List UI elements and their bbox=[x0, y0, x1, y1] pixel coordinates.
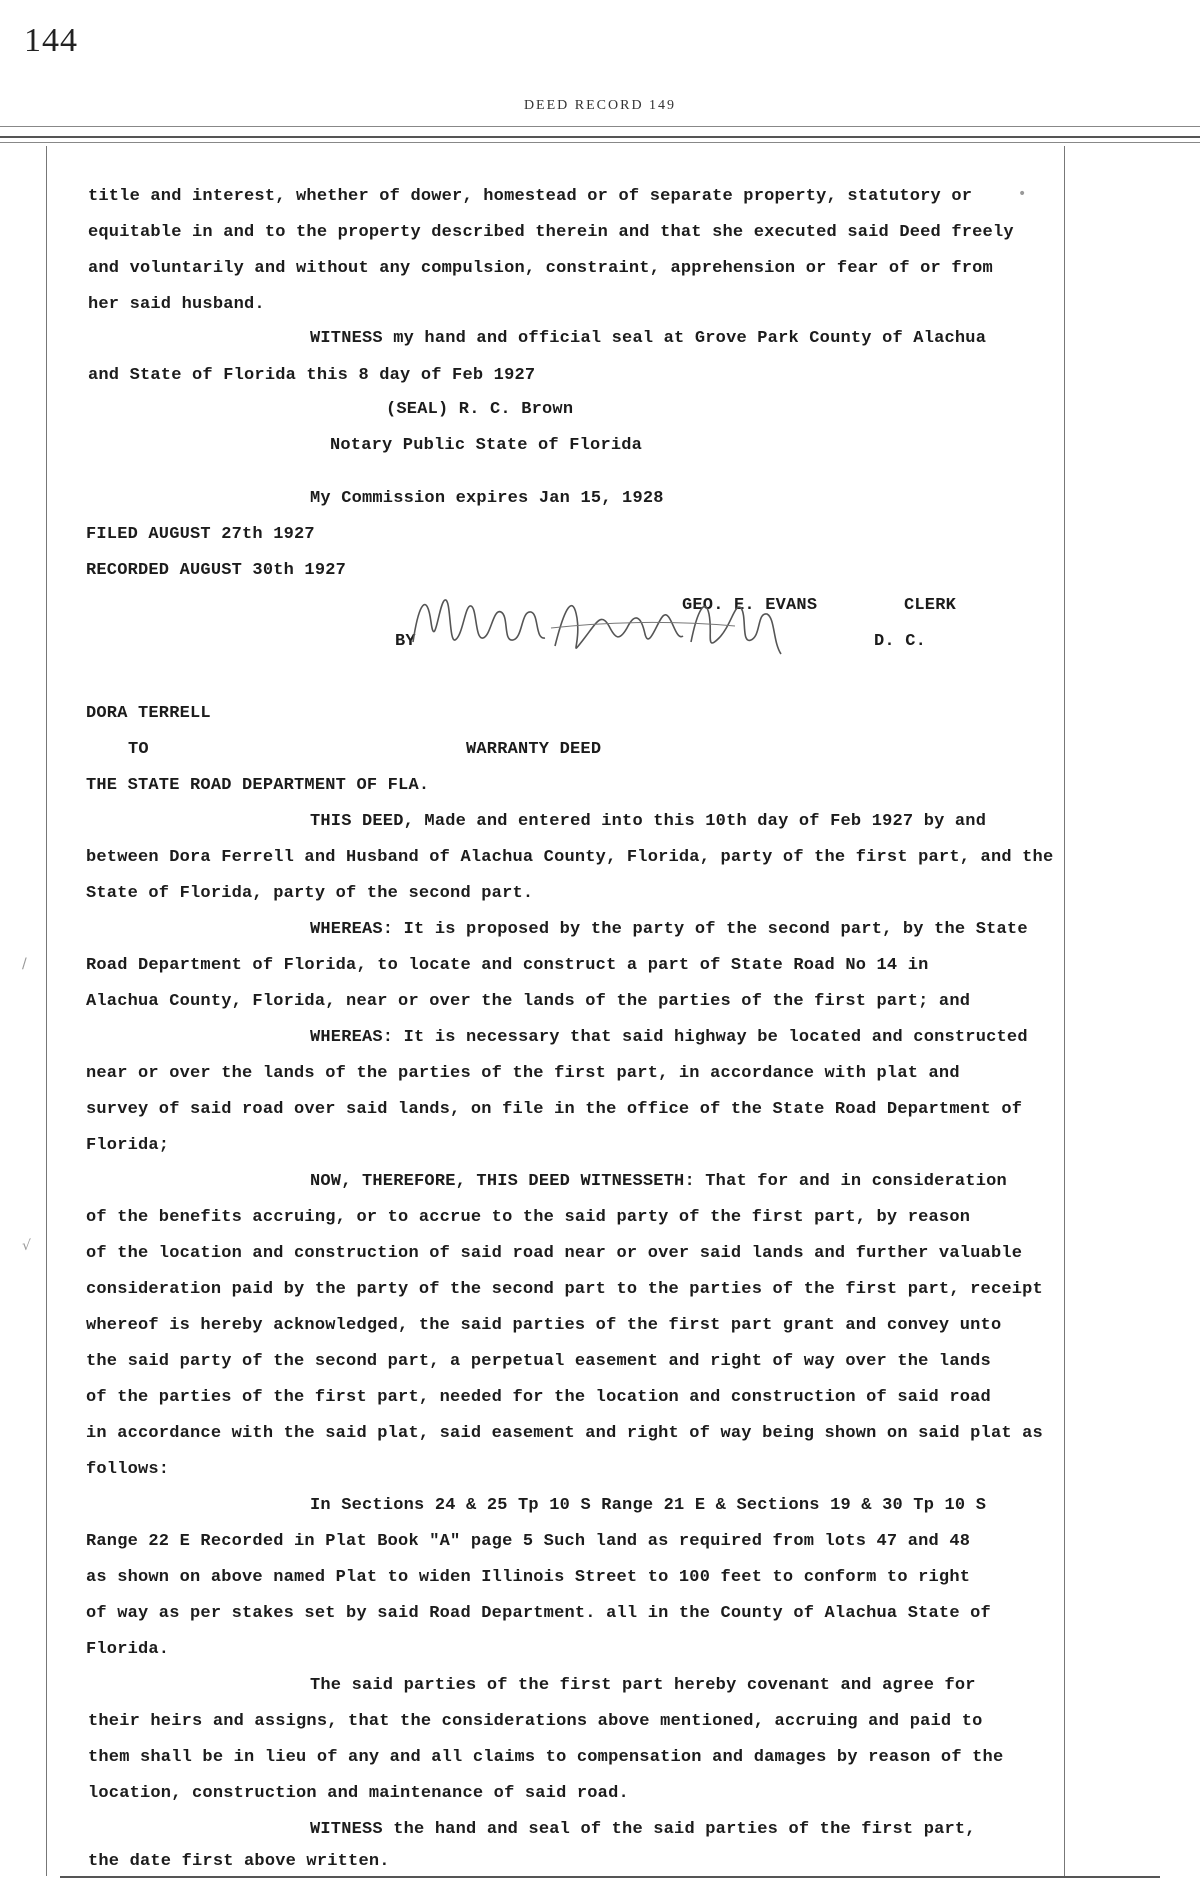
text-line: location, construction and maintenance of said road. bbox=[88, 1784, 629, 1803]
text-line: survey of said road over said lands, on file in the office of the State Road Department of bbox=[86, 1100, 1023, 1119]
text-line: BY bbox=[395, 632, 416, 651]
text-line: D. C. bbox=[874, 632, 927, 651]
text-line: equitable in and to the property described therein and that she executed said Deed freely bbox=[88, 223, 1014, 242]
text-line: THE STATE ROAD DEPARTMENT OF FLA. bbox=[86, 776, 430, 795]
text-line: as shown on above named Plat to widen Illinois Street to 100 feet to conform to right bbox=[86, 1568, 971, 1587]
text-line: RECORDED AUGUST 30th 1927 bbox=[86, 561, 347, 580]
text-line: Road Department of Florida, to locate and construct a part of State Road No 14 in bbox=[86, 956, 929, 975]
text-line: and voluntarily and without any compulsion, constraint, apprehension or fear of or from bbox=[88, 259, 993, 278]
text-line: State of Florida, party of the second part. bbox=[86, 884, 534, 903]
text-line: their heirs and assigns, that the considerations above mentioned, accruing and paid to bbox=[88, 1712, 983, 1731]
text-line: WITNESS my hand and official seal at Grove Park County of Alachua bbox=[310, 329, 987, 348]
text-line: Florida. bbox=[86, 1640, 170, 1659]
bottom-rule bbox=[60, 1876, 1160, 1878]
text-line: Florida; bbox=[86, 1136, 170, 1155]
text-line: WHEREAS: It is necessary that said highway be located and constructed bbox=[310, 1028, 1028, 1047]
text-line: Range 22 E Recorded in Plat Book "A" page 5 Such land as required from lots 47 and 48 bbox=[86, 1532, 971, 1551]
text-line: them shall be in lieu of any and all claims to compensation and damages by reason of the bbox=[88, 1748, 1004, 1767]
text-line: follows: bbox=[86, 1460, 170, 1479]
text-line: and State of Florida this 8 day of Feb 1927 bbox=[88, 366, 536, 385]
text-line: between Dora Ferrell and Husband of Alachua County, Florida, party of the first part, and the bbox=[86, 848, 1054, 867]
text-line: her said husband. bbox=[88, 295, 265, 314]
text-line: of the benefits accruing, or to accrue to the said party of the first part, by reason bbox=[86, 1208, 971, 1227]
text-line: FILED AUGUST 27th 1927 bbox=[86, 525, 315, 544]
text-line: the date first above written. bbox=[88, 1852, 390, 1871]
page-number: 144 bbox=[24, 22, 78, 59]
margin-tick-mark: / bbox=[22, 956, 27, 972]
text-line: THIS DEED, Made and entered into this 10th day of Feb 1927 by and bbox=[310, 812, 987, 831]
record-header: DEED RECORD 149 bbox=[523, 98, 677, 113]
text-line: NOW, THEREFORE, THIS DEED WITNESSETH: That for and in consideration bbox=[310, 1172, 1007, 1191]
text-line: WHEREAS: It is proposed by the party of the second part, by the State bbox=[310, 920, 1028, 939]
text-line: GEO. E. EVANS bbox=[682, 596, 818, 615]
text-line: in accordance with the said plat, said easement and right of way being shown on said plat as bbox=[86, 1424, 1043, 1443]
text-line: Alachua County, Florida, near or over the lands of the parties of the first part; and bbox=[86, 992, 971, 1011]
text-line: CLERK bbox=[904, 596, 957, 615]
text-line: WITNESS the hand and seal of the said parties of the first part, bbox=[310, 1820, 976, 1839]
handwritten-signature bbox=[405, 582, 785, 672]
text-line: In Sections 24 & 25 Tp 10 S Range 21 E & Sections 19 & 30 Tp 10 S bbox=[310, 1496, 987, 1515]
text-line: TO bbox=[128, 740, 149, 759]
text-line: title and interest, whether of dower, homestead or of separate property, statutory or bbox=[88, 187, 973, 206]
text-line: (SEAL) R. C. Brown bbox=[386, 400, 574, 419]
text-line: Notary Public State of Florida bbox=[330, 436, 643, 455]
text-line: near or over the lands of the parties of the first part, in accordance with plat and bbox=[86, 1064, 960, 1083]
text-line: DORA TERRELL bbox=[86, 704, 211, 723]
text-line: the said party of the second part, a perpetual easement and right of way over the lands bbox=[86, 1352, 991, 1371]
text-line: My Commission expires Jan 15, 1928 bbox=[310, 489, 664, 508]
margin-tick-mark: • bbox=[1018, 186, 1027, 202]
text-line: WARRANTY DEED bbox=[466, 740, 602, 759]
text-line: The said parties of the first part hereby covenant and agree for bbox=[310, 1676, 976, 1695]
text-line: of the location and construction of said road near or over said lands and further valuable bbox=[86, 1244, 1023, 1263]
text-line: of way as per stakes set by said Road Department. all in the County of Alachua State of bbox=[86, 1604, 991, 1623]
margin-tick-mark: √ bbox=[22, 1238, 31, 1254]
text-line: whereof is hereby acknowledged, the said parties of the first part grant and convey unto bbox=[86, 1316, 1002, 1335]
text-line: consideration paid by the party of the second part to the parties of the first part, receipt bbox=[86, 1280, 1043, 1299]
text-line: of the parties of the first part, needed for the location and construction of said road bbox=[86, 1388, 991, 1407]
